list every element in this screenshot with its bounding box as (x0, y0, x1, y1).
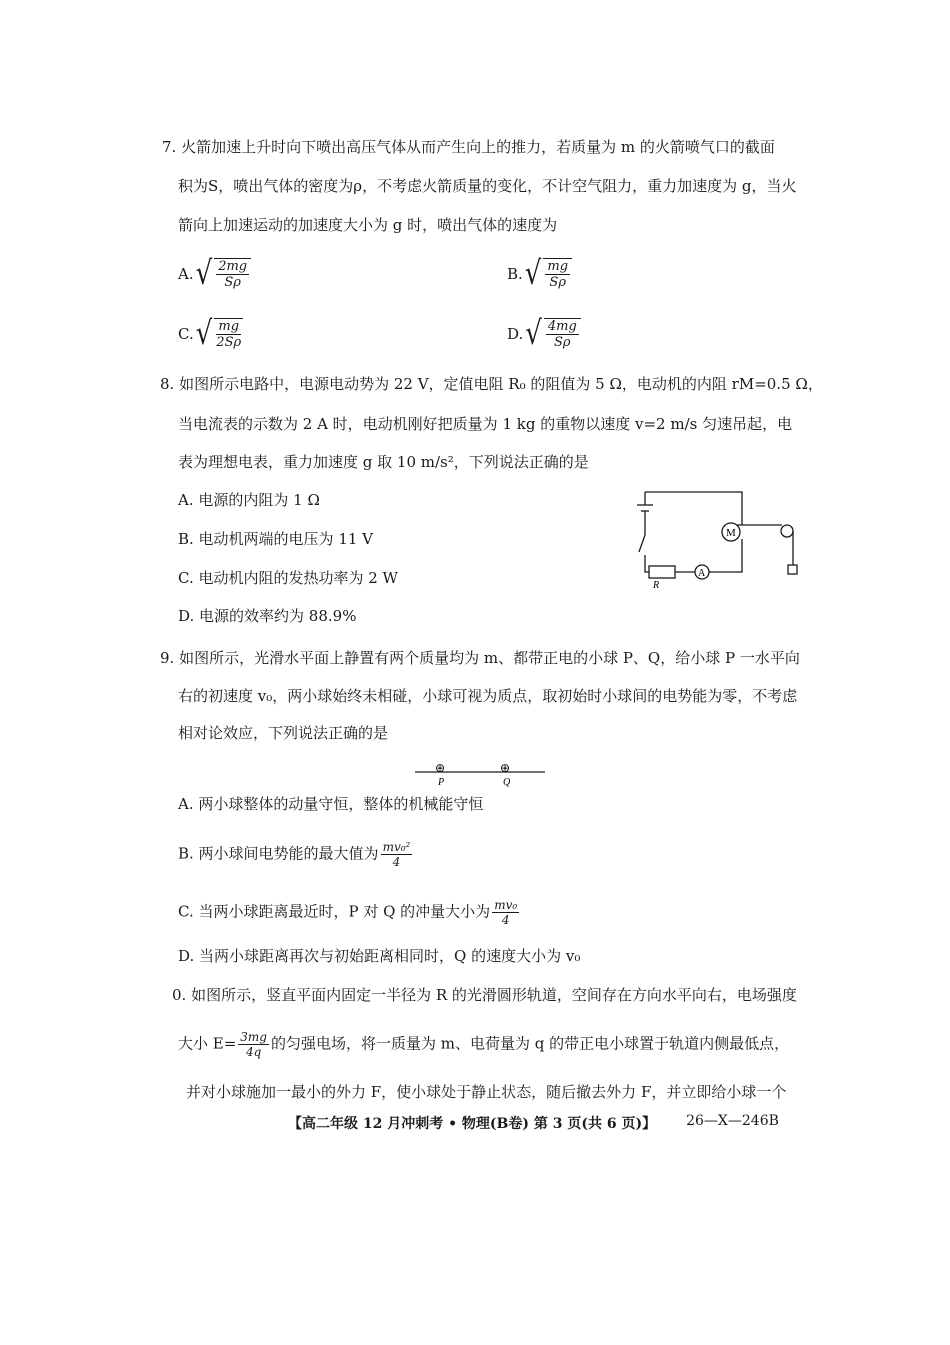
q7-option-d-frac (544, 318, 581, 350)
q9-option-c-frac (492, 898, 519, 927)
q10-line-2 (178, 1030, 789, 1059)
q9-two-balls-diagram (410, 758, 550, 788)
q8-line-1: 8. 如图所示电路中，电源电动势为 22 V，定值电阻 R₀ 的阻值为 5 Ω，电动机的内阻 rM=0.5 Ω， (160, 375, 823, 393)
footer-code: 26—X—246B (686, 1113, 779, 1129)
q9-option-c (178, 898, 521, 927)
q9-option-b-text: B. 两小球间电势能的最大值为 (178, 844, 379, 863)
q9-option-b-frac (381, 840, 413, 869)
q8-option-a: A. 电源的内阻为 1 Ω (178, 491, 320, 509)
q8-option-d: D. 电源的效率约为 88.9% (178, 607, 357, 625)
resistor-icon (649, 566, 675, 578)
q9-line-2: 右的初速度 v₀，两小球始终未相碰，小球可视为质点，取初始时小球间的电势能为零，不考虑 (178, 687, 798, 705)
q9-option-c-den: 4 (501, 913, 510, 927)
page-footer (288, 1113, 779, 1133)
q7-line-3: 箭向上加速运动的加速度大小为 g 时，喷出气体的速度为 (178, 216, 558, 234)
ball-p-label: P (438, 777, 445, 788)
motor-label: M (726, 527, 736, 539)
q8-line-3: 表为理想电表，重力加速度 g 取 10 m/s²，下列说法正确的是 (178, 453, 589, 471)
q7-option-c-label: C. (178, 325, 194, 343)
q9-line-1: 9. 如图所示，光滑水平面上静置有两个质量均为 m、都带正电的小球 P、Q，给小球 P 一水平向 (160, 649, 800, 667)
q10-line-2-num: 3mg (240, 1030, 267, 1044)
ammeter-label: A (698, 568, 706, 579)
ball-p-charge: ⊕ (435, 761, 446, 775)
q7-option-b-den: Sρ (549, 275, 566, 290)
q7-option-b-num: mg (547, 259, 569, 274)
q8-option-b: B. 电动机两端的电压为 11 V (178, 530, 374, 548)
q7-option-b (507, 255, 572, 293)
q10-line-3: 并对小球施加一最小的外力 F，使小球处于静止状态，随后撤去外力 F，并立即给小球一个 (186, 1083, 787, 1101)
q9-option-b-num: mv₀² (382, 840, 411, 854)
sqrt-icon: √ (195, 255, 213, 293)
ball-q-charge: ⊕ (500, 761, 511, 775)
sqrt-icon: √ (195, 315, 213, 353)
q9-option-c-text: C. 当两小球距离最近时，P 对 Q 的冲量大小为 (178, 902, 491, 921)
q9-option-c-num: mv₀ (494, 898, 518, 912)
q9-option-b (178, 840, 414, 869)
ball-q-label: Q (503, 777, 511, 788)
q7-option-c (178, 315, 243, 353)
q7-option-a-num: 2mg (218, 259, 248, 274)
q7-option-a-den: Sρ (224, 275, 241, 290)
q8-circuit-diagram (620, 480, 810, 590)
q10-line-2-den: 4q (245, 1045, 262, 1059)
q7-option-c-den: 2Sρ (216, 335, 242, 350)
switch-icon (639, 535, 645, 552)
q7-option-b-frac (543, 258, 572, 290)
q7-option-b-label: B. (507, 265, 523, 283)
q10-line-1: 0. 如图所示，竖直平面内固定一半径为 R 的光滑圆形轨道，空间存在方向水平向右，电场强度 (172, 986, 797, 1004)
q7-option-d (507, 315, 581, 353)
q7-option-a-label: A. (178, 265, 194, 283)
q7-line-2: 积为S，喷出气体的密度为ρ，不考虑火箭质量的变化，不计空气阻力，重力加速度为 g，当火 (178, 177, 797, 195)
q9-option-a: A. 两小球整体的动量守恒，整体的机械能守恒 (178, 795, 484, 813)
q9-option-b-den: 4 (392, 855, 401, 869)
q7-line-1: 7. 火箭加速上升时向下喷出高压气体从而产生向上的推力，若质量为 m 的火箭喷气口的截面 (162, 138, 775, 156)
q7-option-d-num: 4mg (547, 319, 577, 334)
q7-option-c-frac (214, 318, 243, 350)
q10-line-2-post: 的匀强电场，将一质量为 m、电荷量为 q 的带正电小球置于轨道内侧最低点， (271, 1034, 790, 1053)
q9-option-d: D. 当两小球距离再次与初始距离相同时，Q 的速度大小为 v₀ (178, 947, 581, 965)
q7-option-d-den: Sρ (554, 335, 571, 350)
q8-option-c: C. 电动机内阻的发热功率为 2 W (178, 569, 398, 587)
circuit-wire-top (645, 492, 742, 525)
sqrt-icon: √ (524, 255, 542, 293)
weight-block-icon (788, 565, 797, 574)
q10-line-2-pre: 大小 E= (178, 1034, 237, 1053)
q7-option-d-label: D. (507, 325, 524, 343)
q8-line-2: 当电流表的示数为 2 A 时，电动机刚好把质量为 1 kg 的重物以速度 v=2 m/s 匀速吊起，电 (178, 415, 793, 433)
q10-line-2-frac (238, 1030, 269, 1059)
q7-option-a (178, 255, 251, 293)
footer-exam-info: 【高二年级 12 月冲刺考 • 物理(B卷) 第 3 页(共 6 页)】 (288, 1116, 657, 1132)
q7-option-a-frac (214, 258, 251, 290)
resistor-label: R (653, 580, 660, 590)
q9-line-3: 相对论效应，下列说法正确的是 (178, 724, 389, 742)
q7-option-c-num: mg (218, 319, 240, 334)
sqrt-icon: √ (525, 315, 542, 353)
pulley-icon (781, 525, 793, 537)
